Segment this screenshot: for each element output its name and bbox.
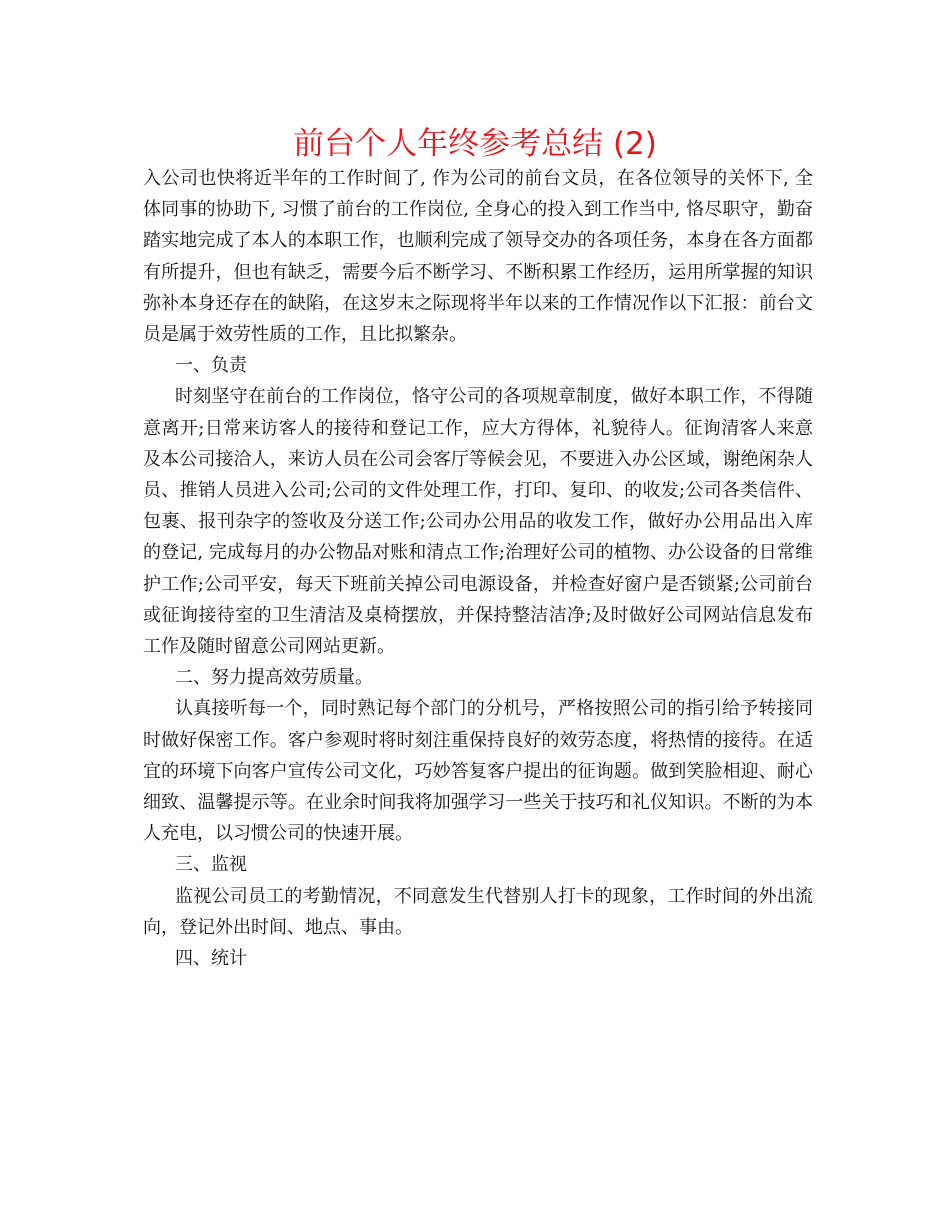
section-body-supervision: 监视公司员工的考勤情况，不同意发生代替别人打卡的现象，工作时间的外出流向，登记外出时间、地点、事由。	[143, 885, 813, 938]
section-body-service-quality: 认真接听每一个，同时熟记每个部门的分机号，严格按照公司的指引给予转接同时做好保密工作。客户参观时将时刻注重保持良好的效劳态度，将热情的接待。在适宜的环境下向客户宣传公司文化，巧妙答复客户提出的征询题。做到笑脸相迎、耐心细致、温馨提示等。在业余时间我将加强学习一些关于技巧和礼仪知识。不断的为本人充电，以习惯公司的快速开展。	[143, 698, 813, 845]
section-body-responsibility: 时刻坚守在前台的工作岗位，恪守公司的各项规章制度，做好本职工作，不得随意离开;日常来访客人的接待和登记工作，应大方得体，礼貌待人。征询清客人来意及本公司接洽人，来访人员在公司会客厅等候会见，不要进入办公区域，谢绝闲杂人员、推销人员进入公司;公司的文件处理工作，打印、复印、的收发;公司各类信件、包裹、报刊杂字的签收及分送工作;公司办公用品的收发工作，做好办公用品出入库的登记, 完成每月的办公物品对账和清点工作;治理好公司的植物、办公设备的日常维护工作;公司平安，每天下班前关掉公司电源设备，并检查好窗户是否锁紧;公司前台或征询接待室的卫生清洁及桌椅摆放，并保持整洁洁净;及时做好公司网站信息发布工作及随时留意公司网站更新。	[143, 386, 813, 658]
section-heading-statistics: 四、统计	[175, 948, 247, 970]
document-title: 前台个人年终参考总结 (2)	[293, 126, 657, 162]
section-heading-responsibility: 一、负责	[175, 355, 247, 377]
section-heading-supervision: 三、监视	[175, 854, 247, 876]
section-heading-service-quality: 二、努力提高效劳质量。	[175, 667, 373, 689]
document-body	[143, 163, 813, 974]
intro-paragraph: 入公司也快将近半年的工作时间了, 作为公司的前台文员，在各位领导的关怀下, 全体同事的协助下, 习惯了前台的工作岗位, 全身心的投入到工作当中, 恪尽职守，勤奋踏实地完成了本人的本职工作，也顺利完成了领导交办的各项任务，本身在各方面都有所提升，但也有缺乏，需要今后不断学习、不断积累工作经历，运用所掌握的知识弥补本身还存在的缺陷，在这岁末之际现将半年以来的工作情况作以下汇报：前台文员是属于效劳性质的工作，且比拟繁杂。	[143, 168, 813, 346]
